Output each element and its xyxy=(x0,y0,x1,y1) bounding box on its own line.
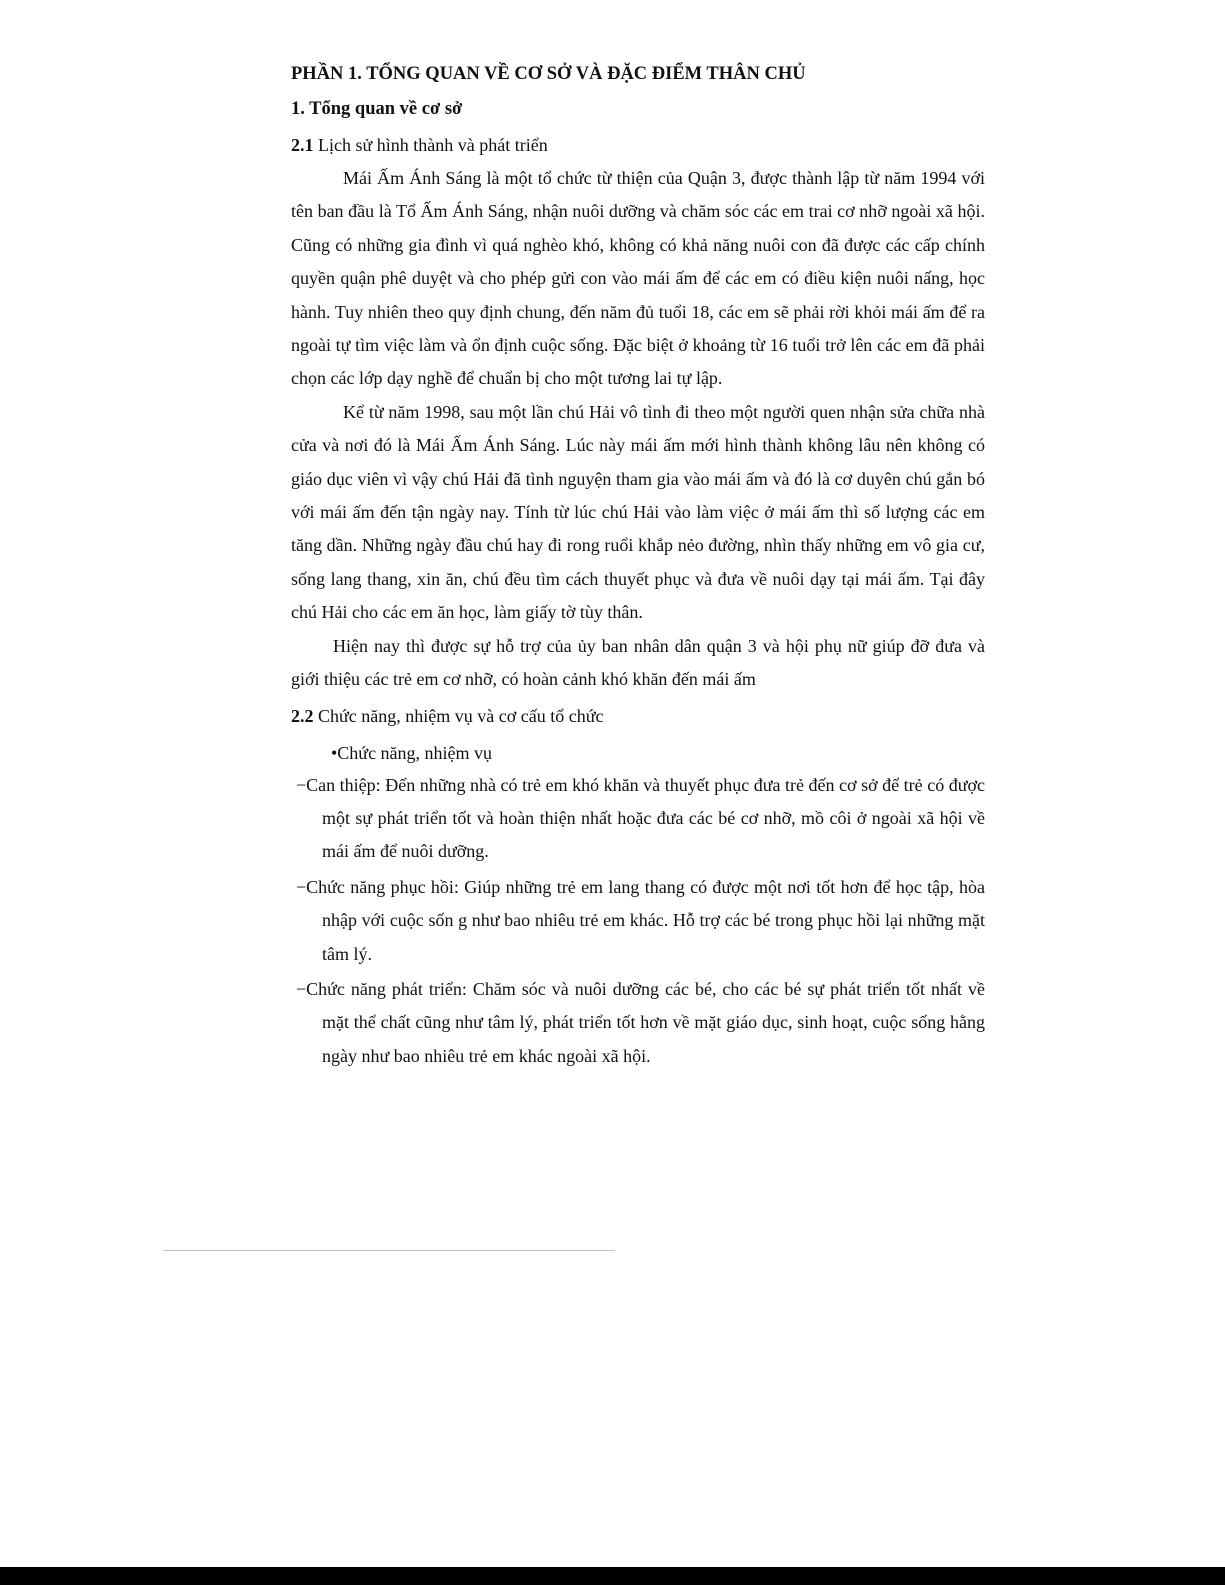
subsection-heading-functions xyxy=(291,699,985,733)
list-item-recovery: −Chức năng phục hồi: Giúp những trẻ em lang thang có được một nơi tốt hơn để học tập, hòa nhập với cuộc sốn g như bao nhiêu trẻ em khác. Hỗ trợ các bé trong phục hồi lại những mặt tâm lý. xyxy=(296,876,985,964)
subsection-heading-history xyxy=(291,128,985,162)
page-content xyxy=(291,58,985,1073)
footnote-separator xyxy=(163,1250,615,1251)
part-title: PHẦN 1. TỔNG QUAN VỀ CƠ SỞ VÀ ĐẶC ĐIỂM THÂN CHỦ xyxy=(291,64,806,84)
paragraph-history: Kể từ năm 1998, sau một lần chú Hải vô tình đi theo một người quen nhận sửa chữa nhà cửa và nơi đó là Mái Ấm Ánh Sáng. Lúc này mái ấm mới hình thành không lâu nên không có giáo dục viên vì vậy chú Hải đã tình nguyện tham gia vào mái ấm và đó là cơ duyên chú gắn bó với mái ấm đến tận ngày nay. Tính từ lúc chú Hải vào làm việc ở mái ấm thì số lượng các em tăng dần. Những ngày đầu chú hay đi rong ruổi khắp nẻo đường, nhìn thấy những em vô gia cư, sống lang thang, xin ăn, chú đều tìm cách thuyết phục và đưa về nuôi dạy tại mái ấm. Tại đây chú Hải cho các em ăn học, làm giấy tờ tùy thân. xyxy=(291,401,985,623)
subsection-title: Chức năng, nhiệm vụ và cơ cấu tổ chức xyxy=(313,705,604,726)
paragraph-current: Hiện nay thì được sự hỗ trợ của ủy ban nhân dân quận 3 và hội phụ nữ giúp đỡ đưa và giới thiệu các trẻ em cơ nhỡ, có hoàn cảnh khó khăn đến mái ấm xyxy=(291,635,985,690)
paragraph-founding: Mái Ấm Ánh Sáng là một tổ chức từ thiện của Quận 3, được thành lập từ năm 1994 với tên ban đầu là Tổ Ấm Ánh Sáng, nhận nuôi dưỡng và chăm sóc các em trai cơ nhỡ ngoài xã hội. Cũng có những gia đình vì quá nghèo khó, không có khả năng nuôi con đã được các cấp chính quyền quận phê duyệt và cho phép gửi con vào mái ấm để các em có điều kiện nuôi nấng, học hành. Tuy nhiên theo quy định chung, đến năm đủ tuổi 18, các em sẽ phải rời khỏi mái ấm để ra ngoài tự tìm việc làm và ổn định cuộc sống. Đặc biệt ở khoảng từ 16 tuổi trở lên các em đã phải chọn các lớp dạy nghề để chuẩn bị cho một tương lai tự lập. xyxy=(291,168,985,389)
subsection-number: 2.1 xyxy=(291,135,314,155)
bullet-functions: •Chức năng, nhiệm vụ xyxy=(331,742,493,763)
section-title: 1. Tổng quan về cơ sở xyxy=(291,99,463,119)
list-item-development: −Chức năng phát triển: Chăm sóc và nuôi dưỡng các bé, cho các bé sự phát triển tốt nhất về mặt thể chất cũng như tâm lý, phát triển tốt hơn về mặt giáo dục, sinh hoạt, cuộc sống hằng ngày như bao nhiêu trẻ em khác ngoài xã hội. xyxy=(296,978,985,1066)
bottom-border-band xyxy=(0,1567,1225,1585)
list-item-intervention: −Can thiệp: Đến những nhà có trẻ em khó khăn và thuyết phục đưa trẻ đến cơ sở để trẻ có được một sự phát triển tốt và hoàn thiện nhất hoặc đưa các bé cơ nhỡ, mồ côi ở ngoài xã hội về mái ấm để nuôi dưỡng. xyxy=(296,774,985,862)
subsection-number: 2.2 xyxy=(291,705,314,726)
subsection-title: Lịch sử hình thành và phát triển xyxy=(313,135,548,155)
